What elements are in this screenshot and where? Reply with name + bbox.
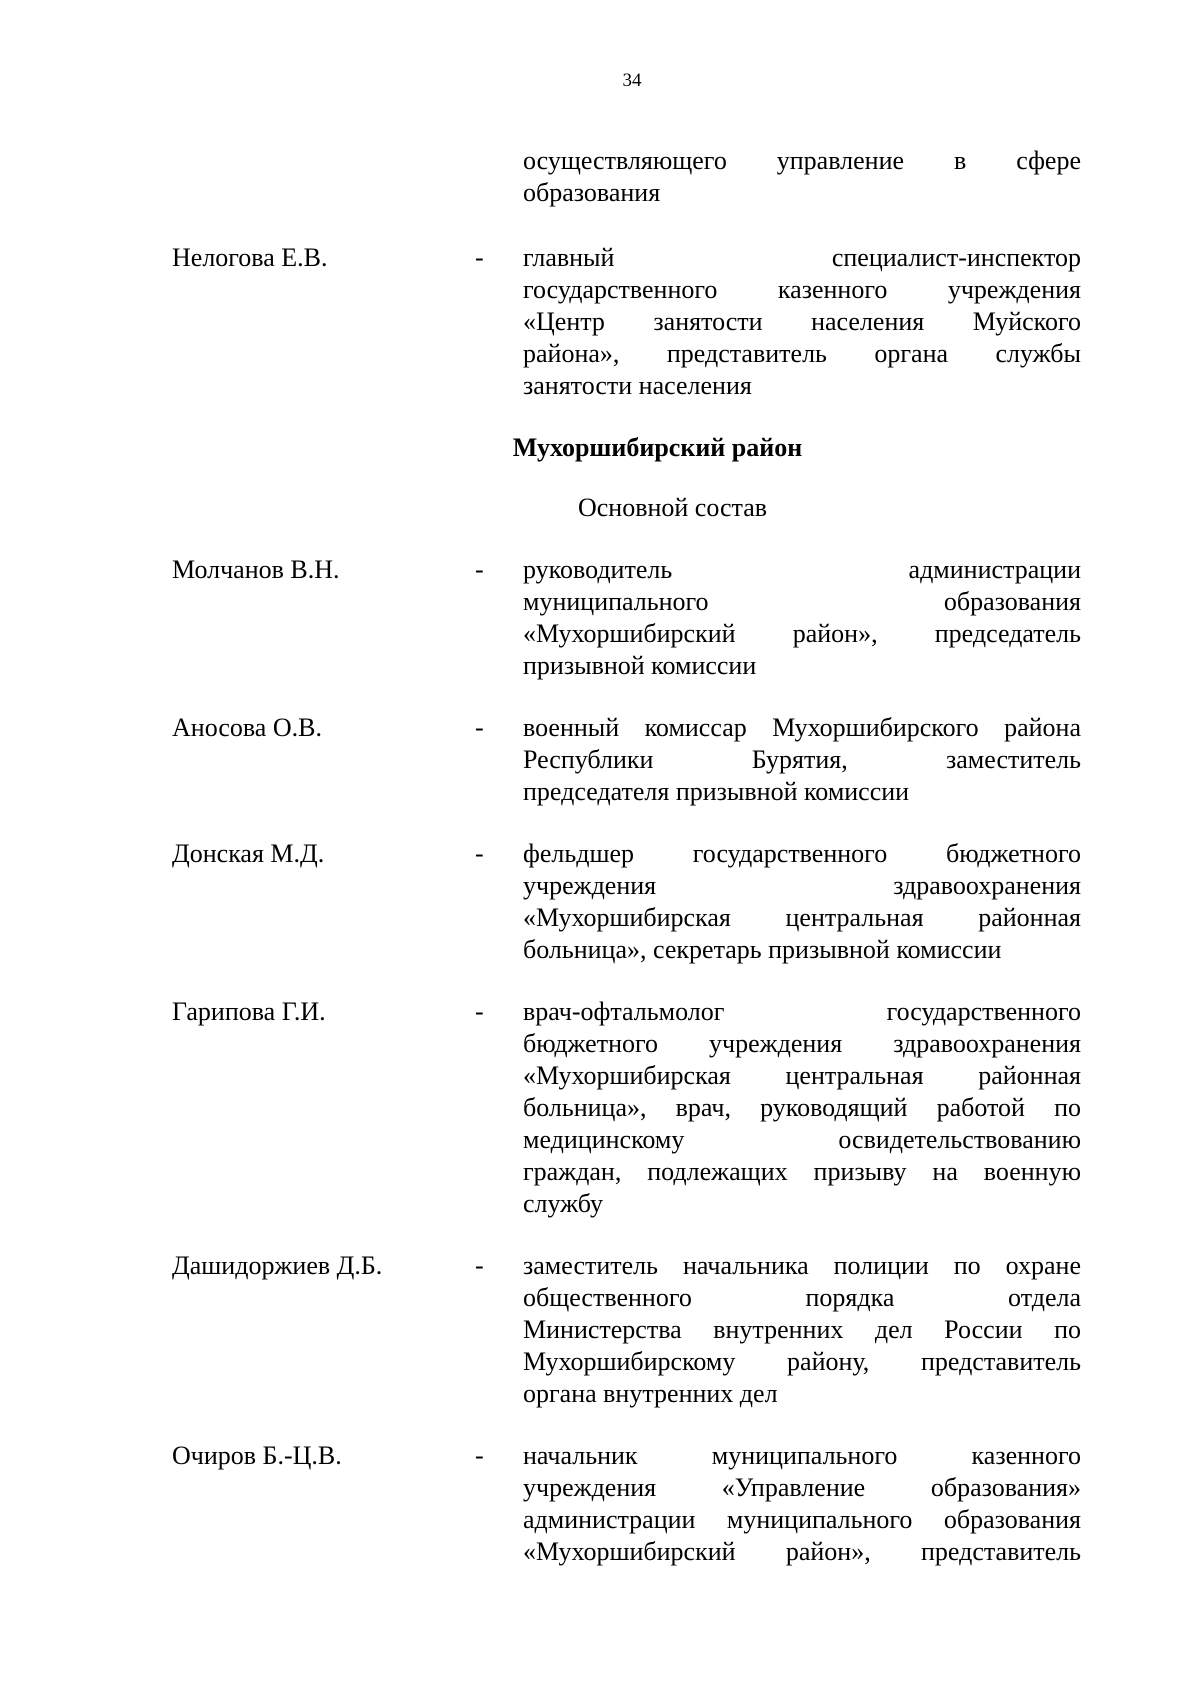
dash-separator: - xyxy=(475,555,484,584)
text-line: «Мухоршибирская центральная районная xyxy=(523,1061,1081,1090)
text-line: осуществляющего управление в сфере xyxy=(523,146,1081,175)
text-line: заместитель начальника полиции по охране xyxy=(523,1251,1081,1280)
dash-separator: - xyxy=(475,713,484,742)
member-name: Очиров Б.-Ц.В. xyxy=(172,1441,342,1470)
text-line: занятости населения xyxy=(523,371,752,400)
page-number: 34 xyxy=(622,70,642,91)
text-line: «Центр занятости населения Муйского xyxy=(523,307,1081,336)
dash-separator: - xyxy=(475,1251,484,1280)
text-line: Мухоршибирскому району, представитель xyxy=(523,1347,1081,1376)
text-line: председателя призывной комиссии xyxy=(523,777,910,806)
text-line: Министерства внутренних дел России по xyxy=(523,1315,1081,1344)
text-line: образования xyxy=(523,178,661,207)
text-line: органа внутренних дел xyxy=(523,1379,778,1408)
subsection-title: Основной состав xyxy=(577,493,768,522)
text-line: призывной комиссии xyxy=(523,651,757,680)
member-name: Донская М.Д. xyxy=(172,839,325,868)
text-line: врач-офтальмолог государственного xyxy=(523,997,1081,1026)
text-line: больница», секретарь призывной комиссии xyxy=(523,935,1002,964)
text-line: фельдшер государственного бюджетного xyxy=(523,839,1081,868)
text-line: «Мухоршибирский район», представитель xyxy=(523,1537,1081,1566)
text-line: руководитель администрации xyxy=(523,555,1081,584)
text-line: главный специалист-инспектор xyxy=(523,243,1081,272)
text-line: общественного порядка отдела xyxy=(523,1283,1081,1312)
text-line: муниципального образования xyxy=(523,587,1081,616)
text-line: учреждения «Управление образования» xyxy=(523,1473,1081,1502)
text-line: администрации муниципального образования xyxy=(523,1505,1081,1534)
dash-separator: - xyxy=(475,997,484,1026)
member-name: Дашидоржиев Д.Б. xyxy=(172,1251,383,1280)
dash-separator: - xyxy=(475,839,484,868)
text-line: «Мухоршибирский район», председатель xyxy=(523,619,1081,648)
text-line: «Мухоршибирская центральная районная xyxy=(523,903,1081,932)
member-name: Гарипова Г.И. xyxy=(172,997,326,1026)
member-name: Молчанов В.Н. xyxy=(172,555,340,584)
text-line: больница», врач, руководящий работой по xyxy=(523,1093,1081,1122)
text-line: Республики Бурятия, заместитель xyxy=(523,745,1081,774)
member-name: Нелогова Е.В. xyxy=(172,243,328,272)
dash-separator: - xyxy=(475,1441,484,1470)
text-line: медицинскому освидетельствованию xyxy=(523,1125,1081,1154)
text-line: граждан, подлежащих призыву на военную xyxy=(523,1157,1081,1186)
member-name: Аносова О.В. xyxy=(172,713,322,742)
text-line: государственного казенного учреждения xyxy=(523,275,1081,304)
section-title: Мухоршибирский район xyxy=(512,433,803,462)
text-line: района», представитель органа службы xyxy=(523,339,1081,368)
text-line: бюджетного учреждения здравоохранения xyxy=(523,1029,1081,1058)
text-line: учреждения здравоохранения xyxy=(523,871,1081,900)
dash-separator: - xyxy=(475,243,484,272)
text-line: военный комиссар Мухоршибирского района xyxy=(523,713,1081,742)
text-line: службу xyxy=(523,1189,604,1218)
text-line: начальник муниципального казенного xyxy=(523,1441,1081,1470)
